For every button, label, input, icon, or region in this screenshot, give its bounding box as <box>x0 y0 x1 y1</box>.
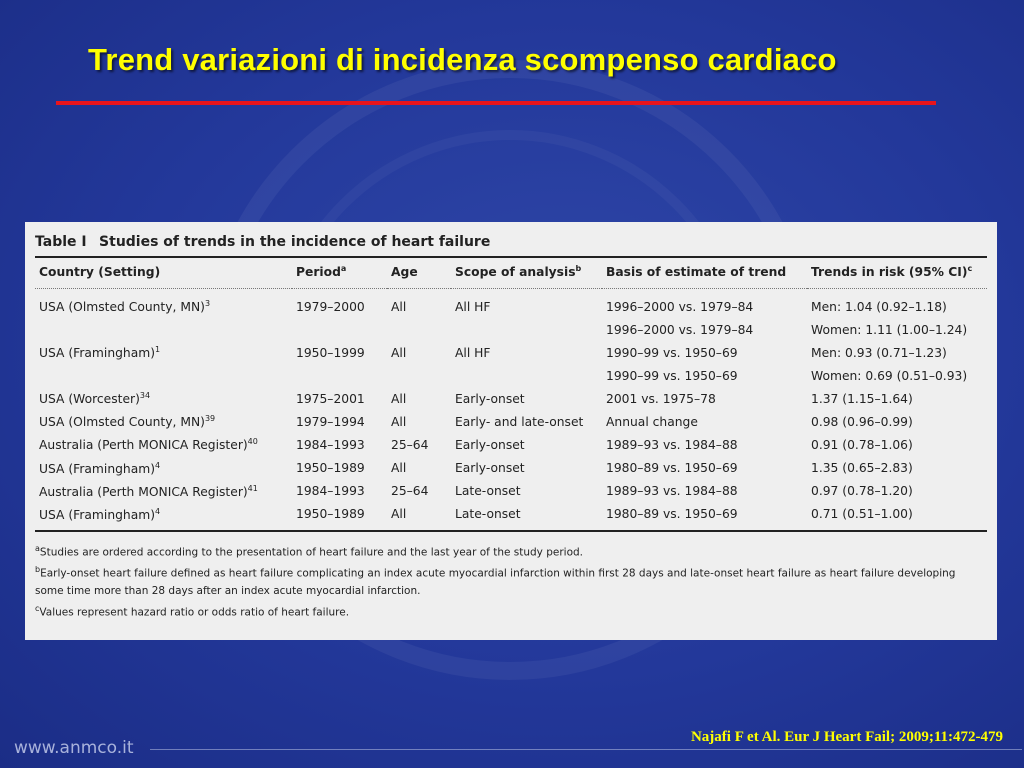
cell-period: 1975–2001 <box>296 391 365 406</box>
cell-period: 1950–1989 <box>292 503 387 531</box>
table-footnotes <box>35 540 987 622</box>
table-row <box>35 433 987 456</box>
cell-country: Australia (Perth MONICA Register)$^{41}$ <box>39 483 258 499</box>
table-figure <box>25 222 997 640</box>
cell-scope: Late-onset <box>455 484 521 499</box>
cell-trend: 1.37 (1.15–1.64) <box>811 391 913 406</box>
cell-age: All <box>391 391 407 406</box>
table-row <box>35 480 987 503</box>
cell-scope: All HF <box>455 299 491 314</box>
cell-basis: Annual change <box>606 414 698 429</box>
cell-period: 1950–1989 <box>296 461 365 476</box>
cell-trend: 0.97 (0.78–1.20) <box>811 484 913 499</box>
cell-period: 1950–1999 <box>296 345 365 360</box>
cell-country <box>35 318 292 341</box>
slide-title: Trend variazioni di incidenza scompenso cardiaco <box>88 42 837 77</box>
cell-scope <box>451 364 602 387</box>
cell-basis: 1996–2000 vs. 1979–84 <box>606 299 754 314</box>
cell-country: USA (Olmsted County, MN)$^{39}$ <box>39 414 216 430</box>
cell-age: All <box>387 503 451 531</box>
cell-age: All <box>391 299 407 314</box>
header-country: Country (Setting) <box>35 257 292 289</box>
table-header-row <box>35 257 987 289</box>
cell-trend: 0.91 (0.78–1.06) <box>811 438 913 453</box>
table-row <box>35 318 987 341</box>
table-row <box>35 289 987 319</box>
cell-basis: 1980–89 vs. 1950–69 <box>602 503 807 531</box>
cell-period: 1984–1993 <box>296 438 365 453</box>
cell-basis: 1990–99 vs. 1950–69 <box>606 368 738 383</box>
cell-age: 25–64 <box>391 484 429 499</box>
cell-trend: 0.98 (0.96–0.99) <box>811 414 913 429</box>
cell-trend: Men: 1.04 (0.92–1.18) <box>811 299 947 314</box>
header-basis: Basis of estimate of trend <box>602 257 807 289</box>
cell-scope: Early-onset <box>455 461 525 476</box>
cell-age <box>387 318 451 341</box>
trends-table <box>35 256 987 532</box>
header-trend: Trends in risk (95% CI)$^c$ <box>807 257 987 289</box>
table-row <box>35 457 987 480</box>
cell-basis: 2001 vs. 1975–78 <box>606 391 716 406</box>
cell-scope: Early-onset <box>455 391 525 406</box>
table-caption-text: Studies of trends in the incidence of heart failure <box>99 234 491 250</box>
cell-trend: 1.35 (0.65–2.83) <box>811 461 913 476</box>
header-period: Period$^a$ <box>292 257 387 289</box>
cell-country: USA (Framingham)$^4$ <box>39 460 161 476</box>
cell-scope: Early-onset <box>455 438 525 453</box>
cell-age: All <box>391 461 407 476</box>
cell-trend: Women: 1.11 (1.00–1.24) <box>811 322 968 337</box>
cell-period <box>292 364 387 387</box>
table-row <box>35 410 987 433</box>
cell-age: All <box>391 345 407 360</box>
footnote: $^c$Values represent hazard ratio or odds ratio of heart failure. <box>35 603 350 619</box>
cell-country: USA (Worcester)$^{34}$ <box>39 391 151 407</box>
cell-basis: 1990–99 vs. 1950–69 <box>606 345 738 360</box>
cell-age: All <box>391 414 407 429</box>
cell-scope: Late-onset <box>451 503 602 531</box>
header-age: Age <box>387 257 451 289</box>
table-row <box>35 503 987 531</box>
site-url: www.anmco.it <box>14 738 134 758</box>
cell-trend: Men: 0.93 (0.71–1.23) <box>811 345 947 360</box>
footer-rule <box>150 749 1022 750</box>
cell-scope: Early- and late-onset <box>455 414 584 429</box>
cell-trend: 0.71 (0.51–1.00) <box>807 503 987 531</box>
cell-scope: All HF <box>455 345 491 360</box>
cell-period <box>292 318 387 341</box>
cell-period: 1979–1994 <box>296 414 365 429</box>
cell-country <box>35 364 292 387</box>
cell-basis: 1989–93 vs. 1984–88 <box>606 438 738 453</box>
cell-period: 1984–1993 <box>296 484 365 499</box>
header-scope: Scope of analysis$^b$ <box>451 257 602 289</box>
cell-period: 1979–2000 <box>296 299 365 314</box>
cell-basis: 1989–93 vs. 1984–88 <box>606 484 738 499</box>
cell-age <box>387 364 451 387</box>
cell-country: USA (Framingham)$^1$ <box>39 345 161 361</box>
cell-basis: 1980–89 vs. 1950–69 <box>606 461 738 476</box>
cell-age: 25–64 <box>391 438 429 453</box>
table-row <box>35 364 987 387</box>
footnote: $^a$Studies are ordered according to the presentation of heart failure and the last year of the study period. <box>35 543 584 559</box>
cell-trend: Women: 0.69 (0.51–0.93) <box>811 368 968 383</box>
cell-basis: 1996–2000 vs. 1979–84 <box>606 322 754 337</box>
cell-country: USA (Olmsted County, MN)$^3$ <box>39 299 211 315</box>
cell-country: Australia (Perth MONICA Register)$^{40}$ <box>39 437 258 453</box>
table-label: Table I <box>35 234 87 250</box>
cell-country: USA (Framingham)$^4$ <box>35 503 292 531</box>
cell-scope <box>451 318 602 341</box>
title-underline <box>56 101 936 105</box>
citation: Najafi F et Al. Eur J Heart Fail; 2009;11:472-479 <box>690 729 1003 745</box>
footnote: $^b$Early-onset heart failure defined as heart failure complicating an index acute myocardial infarction within first 28 days and late-onset heart failure as heart failure developing some time more than 28 days after an index acute myocardial infarction. <box>35 565 956 597</box>
table-caption <box>35 234 987 250</box>
table-row <box>35 387 987 410</box>
table-row <box>35 341 987 364</box>
